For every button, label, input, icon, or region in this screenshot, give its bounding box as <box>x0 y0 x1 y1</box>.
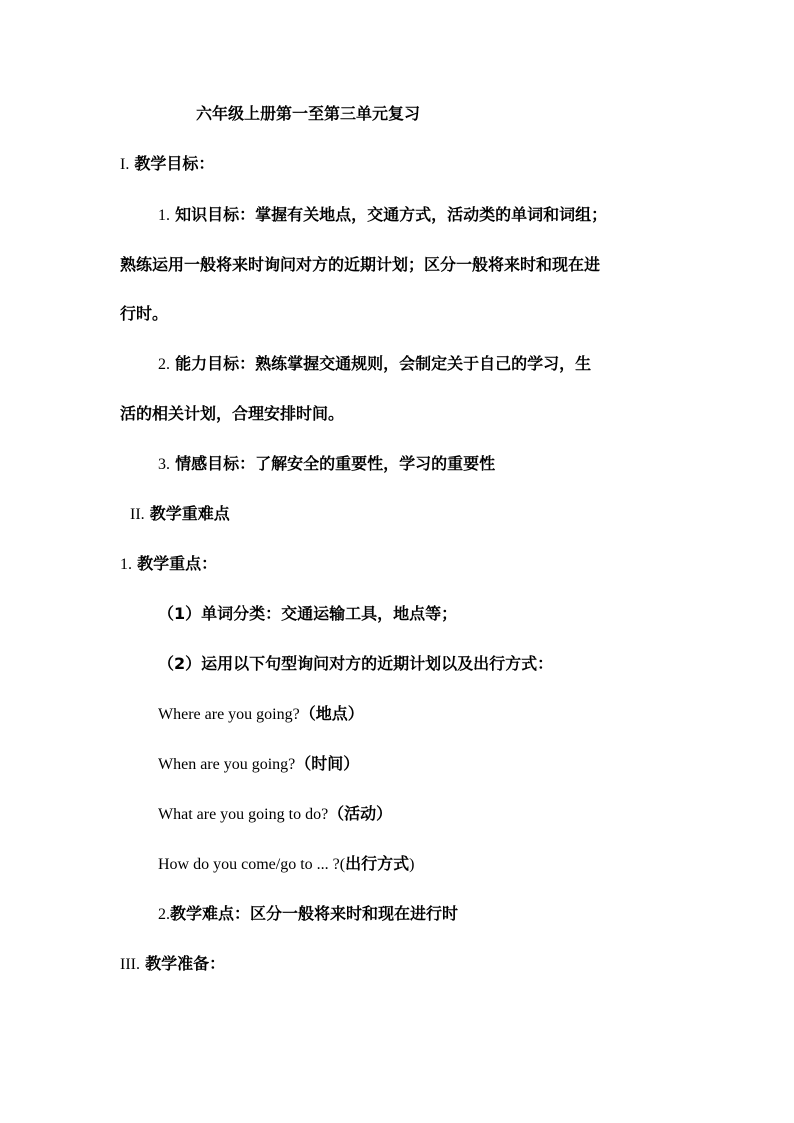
sentence-pattern <box>158 754 359 775</box>
goal-ability-line2: 活的相关计划，合理安排时间。 <box>120 404 345 423</box>
goal-knowledge-line2: 熟练运用一般将来时询问对方的近期计划；区分一般将来时和现在进 <box>120 255 601 274</box>
section-heading-objectives <box>120 154 214 175</box>
item-number: （2） <box>158 654 202 673</box>
item-text: 运用以下句型询问对方的近期计划以及出行方式： <box>201 654 554 673</box>
sentence-english: Where are you going? <box>158 706 300 723</box>
section-number: I. <box>120 156 130 173</box>
section-title: 教学准备： <box>145 954 226 973</box>
difficult-point <box>158 904 458 925</box>
item-number: （1） <box>158 604 202 623</box>
key-point-2 <box>158 654 553 674</box>
sentence-note: （地点） <box>299 704 364 723</box>
item-text: 教学重点： <box>137 554 218 573</box>
sentence-english: How do you come/go to ... ?( <box>158 856 346 873</box>
item-number: 3. <box>158 456 170 473</box>
sentence-english: What are you going to do? <box>158 806 329 823</box>
section-title: 教学重难点 <box>149 504 230 523</box>
key-points-heading <box>120 554 217 575</box>
item-number: 1. <box>158 207 170 224</box>
section-number: II. <box>130 506 145 523</box>
item-text: 能力目标：熟练掌握交通规则，会制定关于自己的学习，生 <box>175 354 592 373</box>
sentence-pattern <box>158 804 392 825</box>
sentence-english: When are you going? <box>158 756 296 773</box>
goal-knowledge-line1 <box>158 205 607 226</box>
item-number: 1. <box>120 556 132 573</box>
sentence-pattern <box>158 704 364 725</box>
key-point-1 <box>158 604 457 624</box>
sentence-tail: ) <box>409 856 415 873</box>
item-number: 2. <box>158 906 170 923</box>
section-title: 教学目标： <box>134 154 215 173</box>
section-heading-preparation <box>120 954 225 975</box>
sentence-note: 出行方式 <box>345 854 410 873</box>
item-text: 单词分类：交通运输工具，地点等； <box>201 604 458 623</box>
goal-ability-line1 <box>158 354 591 375</box>
document-title: 六年级上册第一至第三单元复习 <box>196 104 421 123</box>
section-heading-key-points <box>130 504 230 525</box>
section-number: III. <box>120 956 140 973</box>
sentence-note: （活动） <box>328 804 393 823</box>
item-text: 教学难点：区分一般将来时和现在进行时 <box>170 904 459 923</box>
item-text: 情感目标：了解安全的重要性，学习的重要性 <box>175 454 496 473</box>
sentence-pattern <box>158 854 414 875</box>
item-number: 2. <box>158 356 170 373</box>
item-text: 知识目标：掌握有关地点，交通方式，活动类的单词和词组； <box>175 205 608 224</box>
goal-knowledge-line3: 行时。 <box>120 304 169 323</box>
sentence-note: （时间） <box>295 754 360 773</box>
goal-emotion <box>158 454 495 475</box>
